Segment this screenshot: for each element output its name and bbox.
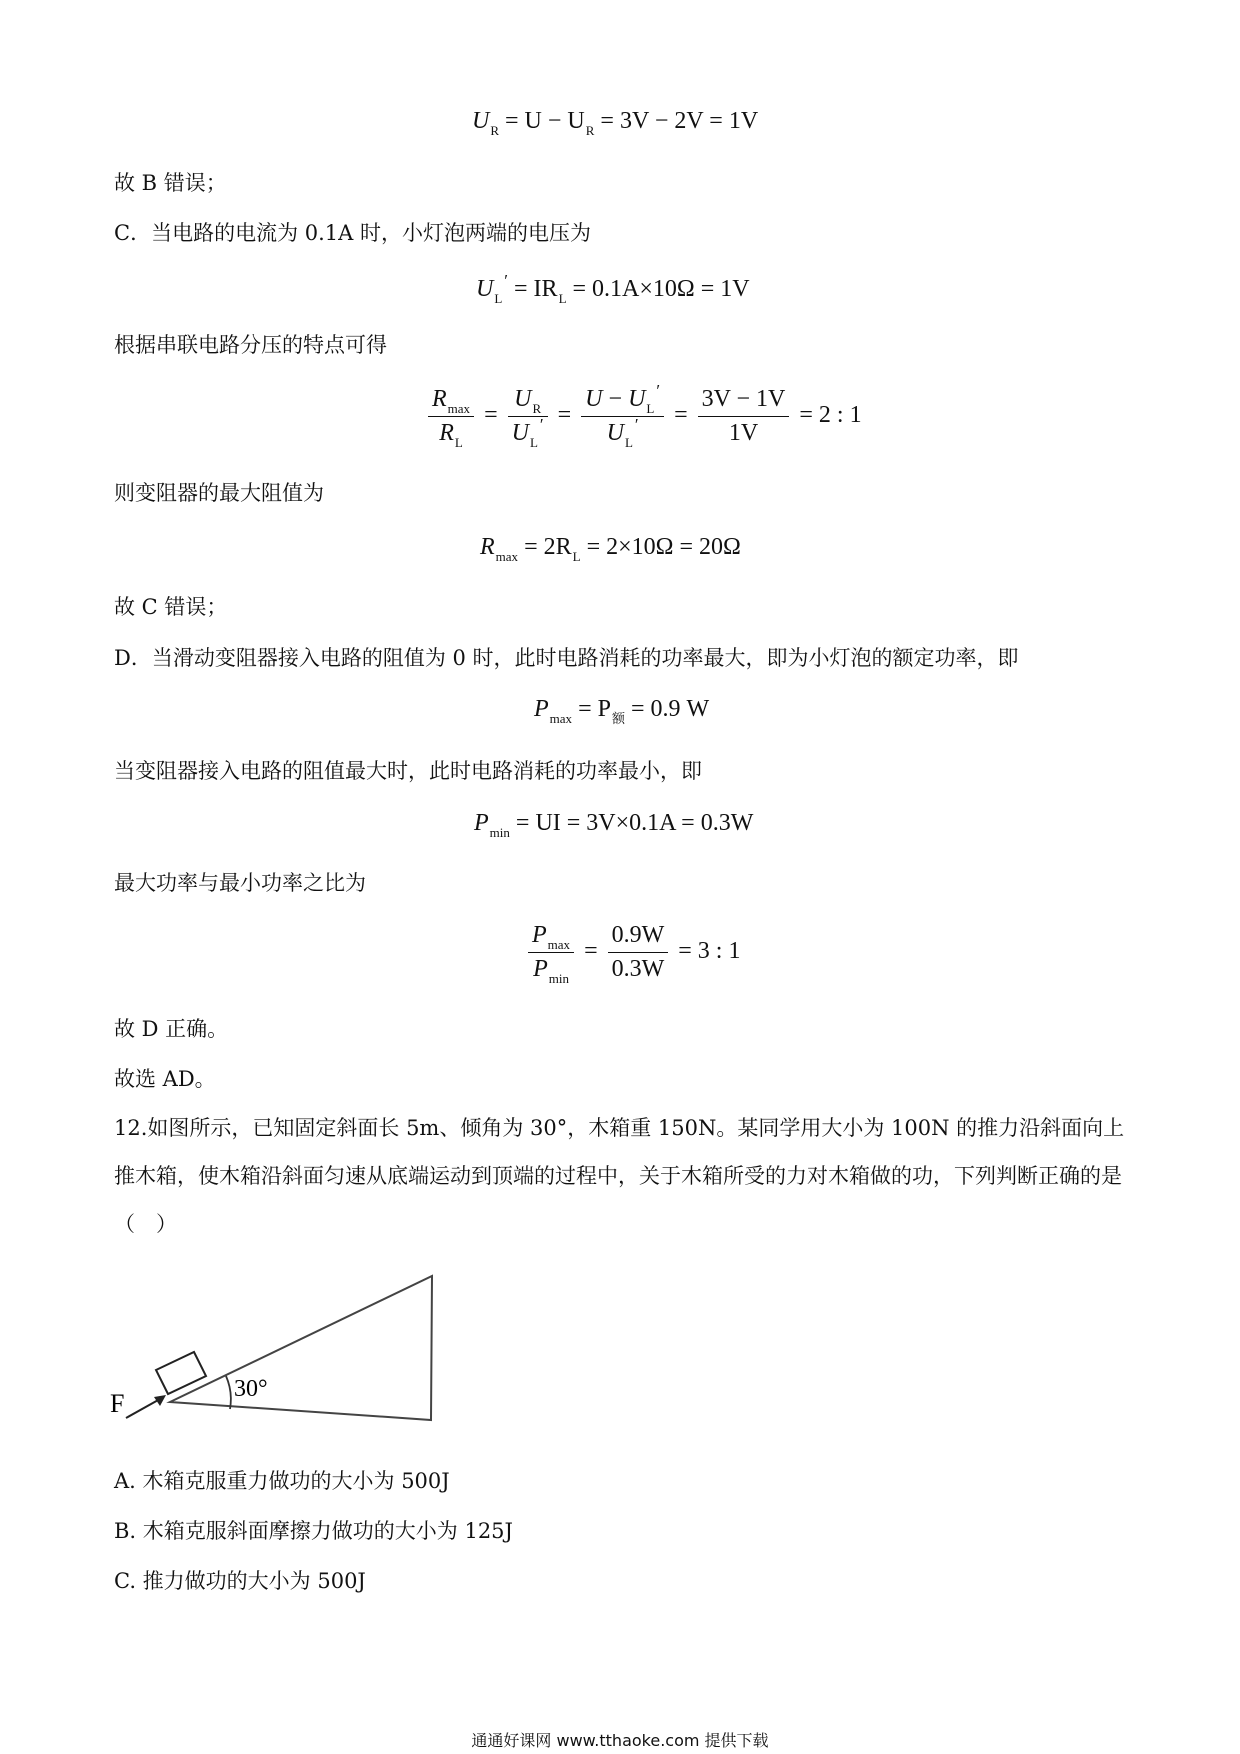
question-12: 12.如图所示，已知固定斜面长 5m、倾角为 30°，木箱重 150N。某同学用大小为 100N 的推力沿斜面向上推木箱，使木箱沿斜面匀速从底端运动到顶端的过程中，关于木箱所受的力对木箱做的功，下列判断正确的是（ ）	[114, 1116, 1125, 1236]
text-c-series: 根据串联电路分压的特点可得	[114, 333, 387, 357]
text-d-ratio-intro: 最大功率与最小功率之比为	[114, 871, 366, 895]
equation-ratio: $\frac{R_{max}}{R_L}$ = $\frac{U_R}{U_L'}$ = $\frac{U - U_L'}{U_L'}$ = $\frac{3V - 1V}{1V}$ = 2 : 1	[424, 386, 862, 447]
fraction-power-values: $\frac{0.9W}{0.3W}$	[608, 922, 669, 983]
fraction-values: $\frac{3V - 1V}{1V}$	[698, 386, 790, 447]
option-a: A. 木箱克服重力做功的大小为 500J	[114, 1469, 450, 1493]
equation-ur: $U_R = U - U_R = 3V - 2V = 1V$	[472, 108, 759, 138]
text-d-min-intro: 当变阻器接入电路的阻值最大时，此时电路消耗的功率最小，即	[114, 759, 702, 783]
text-c-intro: C．当电路的电流为 0.1A 时，小灯泡两端的电压为	[114, 221, 591, 245]
force-arrow-line	[126, 1399, 160, 1418]
page-footer: 通通好课网 www.tthaoke.com 提供下载	[471, 1731, 769, 1750]
force-label: F	[110, 1389, 125, 1418]
text-b-wrong: 故 B 错误；	[114, 171, 227, 195]
equation-pmax: $P_{max} = P_额 = 0.9$ W	[534, 696, 710, 727]
incline-figure	[108, 1262, 468, 1442]
fraction-pmax-pmin: $\frac{P_{max}}{P_{min}}$	[528, 922, 574, 983]
equation-rmax: $R_{max} = 2R_L = 2\times 10\Omega = 20\Omega$	[480, 534, 741, 564]
equation-pmin: $P_{min}$ = UI = 3V×0.1A = 0.3W	[474, 810, 754, 840]
text-d-right: 故 D 正确。	[114, 1017, 229, 1041]
fraction-ur-ul: $\frac{U_R}{U_L'}$	[508, 386, 548, 447]
option-c: C. 推力做功的大小为 500J	[114, 1569, 366, 1593]
fraction-u-minus-ul: $\frac{U - U_L'}{U_L'}$	[581, 386, 664, 447]
angle-arc	[226, 1376, 231, 1409]
equation-power-ratio: $\frac{P_{max}}{P_{min}}$ = $\frac{0.9W}{0.3W}$ = 3 : 1	[524, 922, 740, 983]
equation-ul: $U_L' = IR_L = 0.1A\times 10\Omega = 1V$	[476, 271, 750, 306]
text-answer: 故选 AD。	[114, 1067, 216, 1091]
angle-label: 30°	[234, 1376, 268, 1402]
text-c-wrong: 故 C 错误；	[114, 595, 228, 619]
incline-triangle	[170, 1276, 432, 1420]
option-b: B. 木箱克服斜面摩擦力做功的大小为 125J	[114, 1519, 513, 1543]
text-c-max-intro: 则变阻器的最大阻值为	[114, 481, 324, 505]
fraction-rmax-rl: $\frac{R_{max}}{R_L}$	[428, 386, 474, 447]
text-d-intro: D．当滑动变阻器接入电路的阻值为 0 时，此时电路消耗的功率最大，即为小灯泡的额定功率，即	[114, 646, 1019, 670]
